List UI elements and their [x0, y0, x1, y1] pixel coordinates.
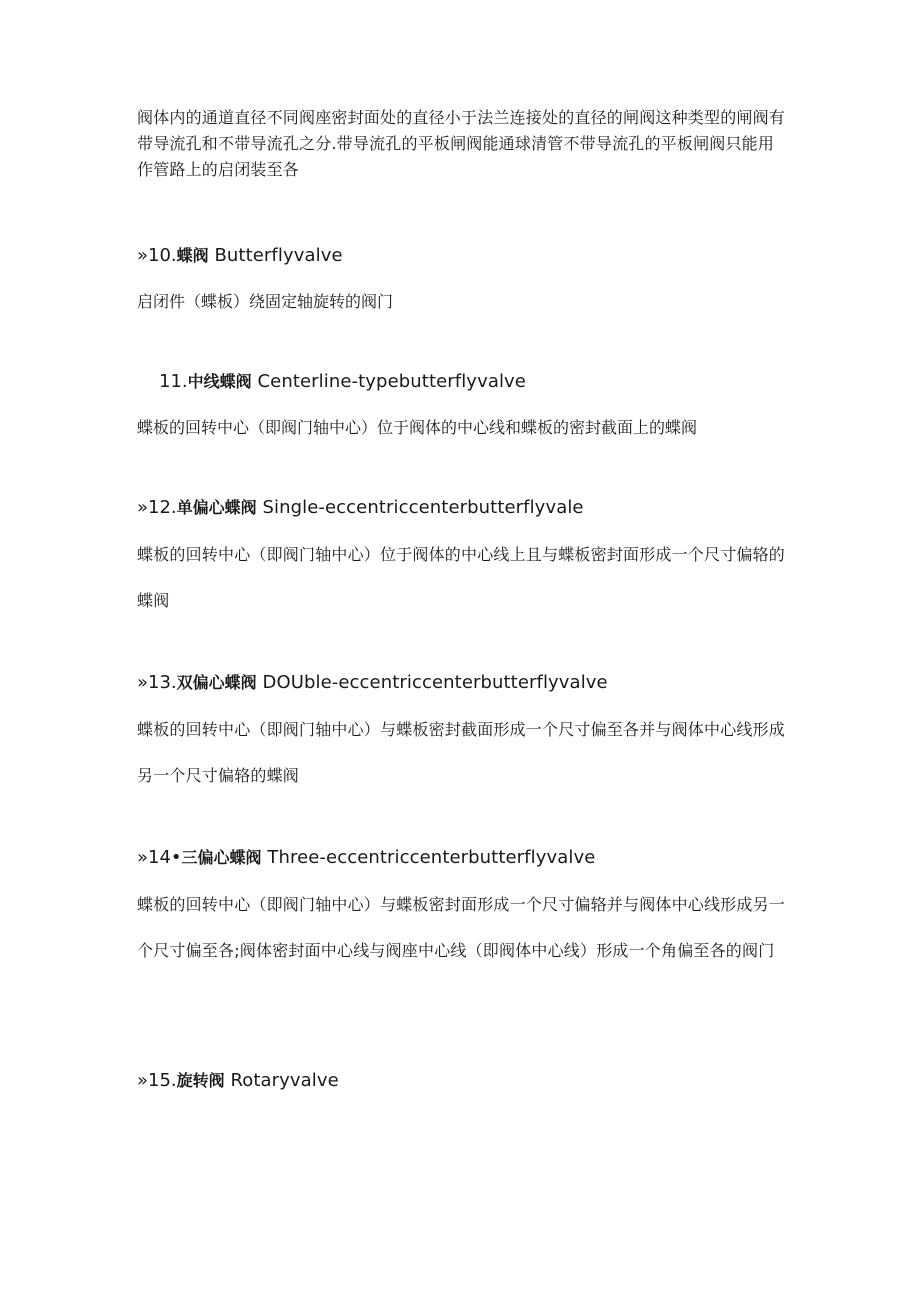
- section-title-cn: 三偏心蝶阀: [181, 848, 262, 867]
- section-body-triple-eccentric-butterfly-valve: 蝶板的回转中心（即阀门轴中心）与蝶板密封面形成一个尺寸偏辂并与阀体中心线形成另一个尺寸偏至各;阀体密封面中心线与阀座中心线（即阀体中心线）形成一个角偏至各的阀门: [137, 895, 786, 960]
- section-title-cn: 双偏心蝶阀: [176, 673, 257, 692]
- section-title-cn: 蝶阀: [176, 246, 209, 265]
- section-heading-single-eccentric-butterfly-valve: [137, 495, 787, 521]
- section-title-en: DOUble-eccentriccenterbutterflyvalve: [256, 672, 608, 693]
- section-heading-triple-eccentric-butterfly-valve: [137, 845, 787, 871]
- section-title-en: Three-eccentriccenterbutterflyvalve: [261, 847, 596, 868]
- section-number: »14•: [137, 847, 182, 868]
- section-body-butterfly-valve: 启闭件（蝶板）绕固定轴旋转的阀门: [137, 292, 394, 311]
- section-body-double-eccentric-butterfly-valve: 蝶板的回转中心（即阀门轴中心）与蝶板密封截面形成一个尺寸偏至各并与阀体中心线形成另一个尺寸偏辂的蝶阀: [137, 720, 786, 785]
- section-number: »12.: [137, 497, 177, 518]
- section-number: »10.: [137, 245, 177, 266]
- section-heading-butterfly-valve: [137, 243, 787, 269]
- section-heading-rotary-valve: [137, 1068, 787, 1094]
- section-number: 11.: [159, 371, 188, 392]
- section-title-en: Centerline-typebutterflyvalve: [251, 371, 526, 392]
- section-title-cn: 中线蝶阀: [187, 372, 252, 391]
- section-body-centerline-butterfly-valve: 蝶板的回转中心（即阀门轴中心）位于阀体的中心线和蝶板的密封截面上的蝶阀: [137, 418, 698, 437]
- section-number: »15.: [137, 1070, 177, 1091]
- section-heading-double-eccentric-butterfly-valve: [137, 670, 787, 696]
- section-title-en: Butterflyvalve: [208, 245, 343, 266]
- section-body-single-eccentric-butterfly-valve: 蝶板的回转中心（即阀门轴中心）位于阀体的中心线上且与蝶板密封面形成一个尺寸偏辂的蝶阀: [137, 545, 786, 610]
- section-title-cn: 单偏心蝶阀: [176, 498, 257, 517]
- section-title-cn: 旋转阀: [176, 1071, 225, 1090]
- section-title-en: Rotaryvalve: [224, 1070, 339, 1091]
- section-number: »13.: [137, 672, 177, 693]
- section-heading-centerline-butterfly-valve: [159, 369, 809, 395]
- section-title-en: Single-eccentriccenterbutterflyvale: [256, 497, 584, 518]
- intro-paragraph: 阀体内的通道直径不同阀座密封面处的直径小于法兰连接处的直径的闸阀这种类型的闸阀有带导流孔和不带导流孔之分.带导流孔的平板闸阀能通球清管不带导流孔的平板闸阀只能用作管路上的启闭装至各: [137, 108, 786, 179]
